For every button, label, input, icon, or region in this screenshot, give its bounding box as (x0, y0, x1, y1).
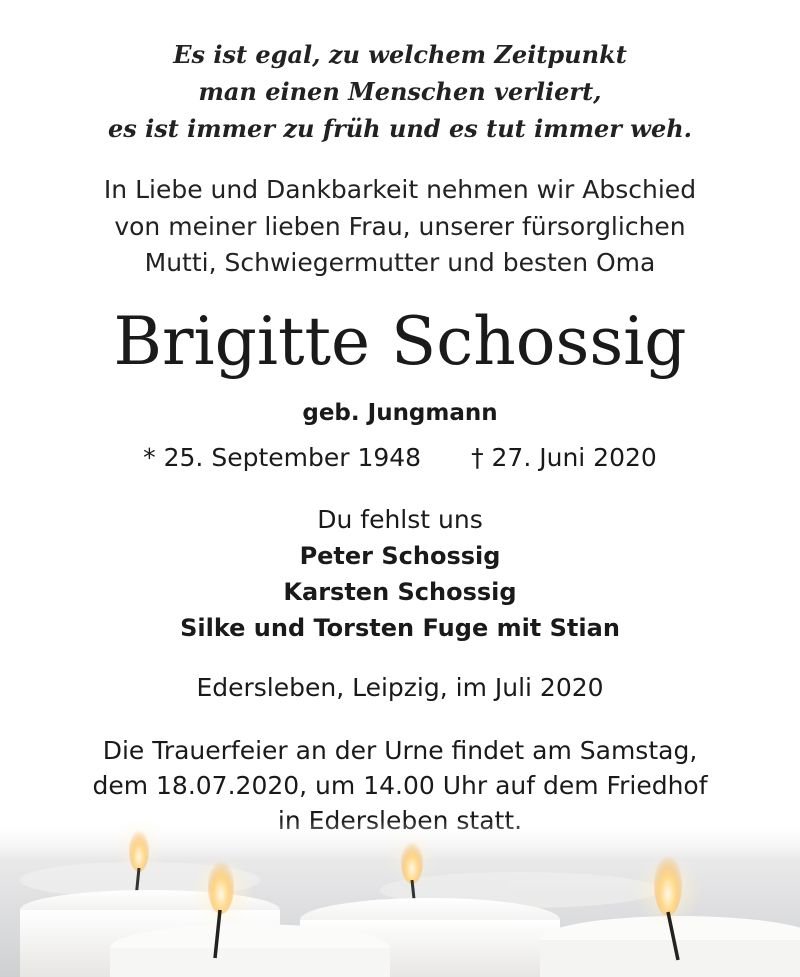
place-and-date: Edersleben, Leipzig, im Juli 2020 (196, 673, 604, 702)
intro-line: In Liebe und Dankbarkeit nehmen wir Abschied (103, 175, 697, 204)
notice-line: dem 18.07.2020, um 14.00 Uhr auf dem Friedhof (92, 771, 708, 800)
intro-line: von meiner lieben Frau, unserer fürsorglichen (114, 211, 686, 241)
mourner-name: Peter Schossig (299, 542, 501, 570)
maiden-name: geb. Jungmann (302, 400, 498, 426)
memorial-quote (0, 36, 800, 147)
notice-line: Die Trauerfeier an der Urne findet am Samstag, (102, 736, 698, 765)
quote-line: es ist immer zu früh und es tut immer weh. (107, 114, 693, 143)
mourner-name: Silke und Torsten Fuge mit Stian (180, 614, 620, 642)
deceased-name: Brigitte Schossig (113, 303, 687, 380)
quote-line: man einen Menschen verliert, (198, 77, 602, 106)
birth-date: * 25. September 1948 (143, 443, 422, 472)
quote-line: Es ist egal, zu welchem Zeitpunkt (173, 40, 627, 69)
intro-line: Mutti, Schwiegermutter und besten Oma (144, 248, 656, 277)
farewell-intro (0, 172, 800, 282)
mourner-name: Karsten Schossig (283, 578, 517, 606)
life-dates (0, 440, 800, 476)
death-date: † 27. Juni 2020 (471, 443, 657, 472)
candles-image (0, 820, 800, 977)
mourners-intro: Du fehlst uns (317, 505, 483, 534)
mourners-list (0, 502, 800, 646)
